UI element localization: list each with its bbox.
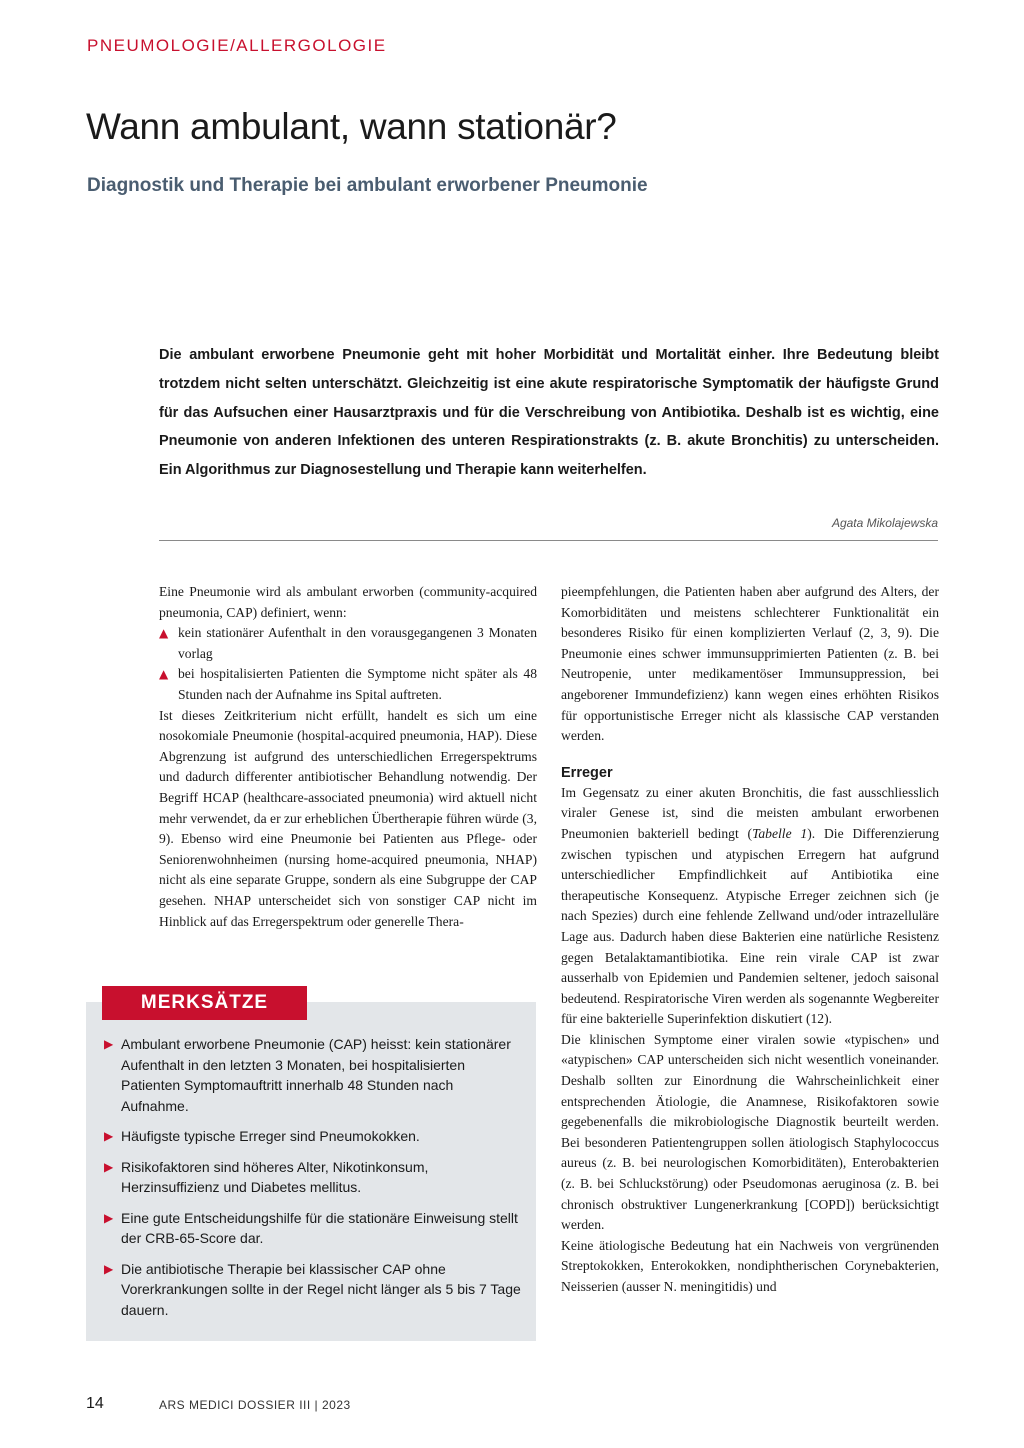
triangle-bullet-icon: ▲ bbox=[159, 626, 169, 641]
key-point-item: ▶ Ambulant erworbene Pneumonie (CAP) heisst: kein stationärer Aufenthalt in den letzten 3 Monaten, bei hospitalisierten Patienten Symptomauftritt innerhalb 48 Stunden nach Aufnahme. bbox=[104, 1036, 511, 1114]
list-item: ▲ kein stationärer Aufenthalt in den vorausgegangenen 3 Monaten vorlag bbox=[159, 625, 537, 661]
list-item: ▲ bei hospitalisierten Patienten die Symptome nicht später als 48 Stunden nach der Aufnahme ins Spital auftreten. bbox=[159, 666, 537, 702]
column-left bbox=[159, 582, 537, 932]
intro-paragraph: Eine Pneumonie wird als ambulant erworben (community-acquired pneumonia, CAP) definiert, wenn: bbox=[159, 584, 537, 620]
divider bbox=[159, 540, 938, 541]
key-points-title: MERKSÄTZE bbox=[102, 986, 307, 1020]
triangle-bullet-icon: ▲ bbox=[159, 667, 169, 682]
key-point-item: ▶ Häufigste typische Erreger sind Pneumokokken. bbox=[104, 1126, 524, 1147]
article-title: Wann ambulant, wann stationär? bbox=[86, 106, 617, 147]
body-paragraph: Im Gegensatz zu einer akuten Bronchitis, die fast ausschliesslich viraler Genese ist, sind die meisten ambulant erworbenen Pneumonien bakteriell bedingt (Tabelle 1). Die Differenzierung zwischen typischen und atypischen Erregern hat aufgrund unterschiedlicher Empfindlichkeit auf Antibiotika eine therapeutische Konsequenz. Atypische Erreger zeichnen sich (je nach Spezies) durch eine fehlende Zellwand und/oder intrazelluläre Lage aus. Dadurch haben diese Bakterien eine natürliche Resistenz gegen Betalaktamantibiotika. Eine rein virale CAP ist zwar ausserhalb von Epidemien und Pandemien seltener, jedoch saisonal bedeutend. Respiratorische Viren werden als sogenannte Wegbereiter für eine bakterielle Superinfektion diskutiert (12). bbox=[561, 784, 939, 1027]
body-paragraph: Ist dieses Zeitkriterium nicht erfüllt, handelt es sich um eine nosokomiale Pneumonie (hospital-acquired pneumonia, HAP). Diese Abgrenzung ist aufgrund des unterschiedlichen Erregerspektrums und dadurch differenter antibiotischer Behandlung notwendig. Der Begriff HCAP (healthcare-associated pneumonia) wird aktuell nicht mehr verwendet, da er zur erheblichen Übertherapie führen würde (3, 9). Ebenso wird eine Pneumonie bei Patienten aus Pflege- oder Seniorenwohnheimen (nursing home-acquired pneumonia, NHAP) nicht als eine separate Gruppe, sondern als eine Subgruppe der CAP gesehen. NHAP unterscheidet sich von sonstiger CAP nicht im Hinblick auf das Erregerspektrum oder generelle Thera- bbox=[159, 707, 537, 929]
section-label: PNEUMOLOGIE/ALLERGOLOGIE bbox=[87, 36, 387, 55]
key-points-list bbox=[104, 1034, 524, 1330]
body-paragraph: pieempfehlungen, die Patienten haben aber aufgrund des Alters, der Komorbiditäten und meistens schlechterer Funktionalität ein besonderes Risiko für einen komplizierten Verlauf (2, 3, 9). Die Pneumonie eines schwer immunsupprimierten Patienten (z. B. bei Neutropenie, unter medikamentöser Immunsuppression, bei angeborener Immundefizienz) kann wegen eines erhöhten Risikos für opportunistische Erreger nicht als klassische CAP verstanden werden. bbox=[561, 584, 939, 744]
lead-paragraph: Die ambulant erworbene Pneumonie geht mit hoher Morbidität und Mortalität einher. Ihre Bedeutung bleibt trotzdem nicht selten unterschätzt. Gleichzeitig ist eine akute respiratorische Symptomatik der häufigste Grund für das Aufsuchen einer Hausarztpraxis und für die Verschreibung von Antibiotika. Deshalb ist es wichtig, eine Pneumonie von anderen Infektionen des unteren Respirationstrakts (z. B. akute Bronchitis) zu unterscheiden. Ein Algorithmus zur Diagnosestellung und Therapie kann weiterhelfen. bbox=[159, 347, 939, 479]
journal-name: ARS MEDICI DOSSIER III | 2023 bbox=[159, 1398, 351, 1412]
section-heading: Erreger bbox=[561, 764, 613, 781]
key-point-item: ▶ Eine gute Entscheidungshilfe für die stationäre Einweisung stellt der CRB-65-Score dar. bbox=[104, 1209, 518, 1246]
page-number: 14 bbox=[86, 1395, 104, 1412]
table-reference: Tabelle 1 bbox=[752, 825, 808, 841]
arrow-bullet-icon: ▶ bbox=[104, 1261, 114, 1276]
column-right bbox=[561, 582, 939, 1298]
arrow-bullet-icon: ▶ bbox=[104, 1037, 114, 1051]
body-paragraph: Keine ätiologische Bedeutung hat ein Nachweis von vergrünenden Streptokokken, Enterokokken, nondiphtherischen Corynebakterien, Neisserien (ausser N. meningitidis) und bbox=[561, 1237, 939, 1294]
key-point-item: ▶ Risikofaktoren sind höheres Alter, Nikotinkonsum, Herzinsuffizienz und Diabetes mellitus. bbox=[104, 1158, 429, 1195]
definition-list bbox=[159, 623, 537, 705]
article-subtitle: Diagnostik und Therapie bei ambulant erworbener Pneumonie bbox=[87, 175, 648, 196]
author: Agata Mikolajewska bbox=[831, 516, 938, 530]
arrow-bullet-icon: ▶ bbox=[104, 1210, 114, 1225]
arrow-bullet-icon: ▶ bbox=[104, 1159, 114, 1174]
arrow-bullet-icon: ▶ bbox=[104, 1129, 114, 1143]
key-point-item: ▶ Die antibiotische Therapie bei klassischer CAP ohne Vorerkrankungen sollte in der Regel nicht länger als 5 bis 7 Tage dauern. bbox=[104, 1260, 521, 1318]
body-paragraph: Die klinischen Symptome einer viralen sowie «typischen» und «atypischen» CAP unterscheiden sich nicht wesentlich voneinander. Deshalb sollten zur Einordnung die Wahrscheinlichkeit einer entsprechenden Ätiologie, die Anamnese, Risikofaktoren sowie gegebenenfalls die mikrobiologische Diagnostik beurteilt werden. Bei besonderen Patientengruppen sollen ätiologisch Staphylococcus aureus (z. B. bei neurologischen Komorbiditäten), Enterobakterien (z. B. bei Schluckstörung) oder Pseudomonas aeruginosa (z. B. bei chronisch obstruktiver Lungenerkrankung [COPD]) berücksichtigt werden. bbox=[561, 1031, 939, 1233]
